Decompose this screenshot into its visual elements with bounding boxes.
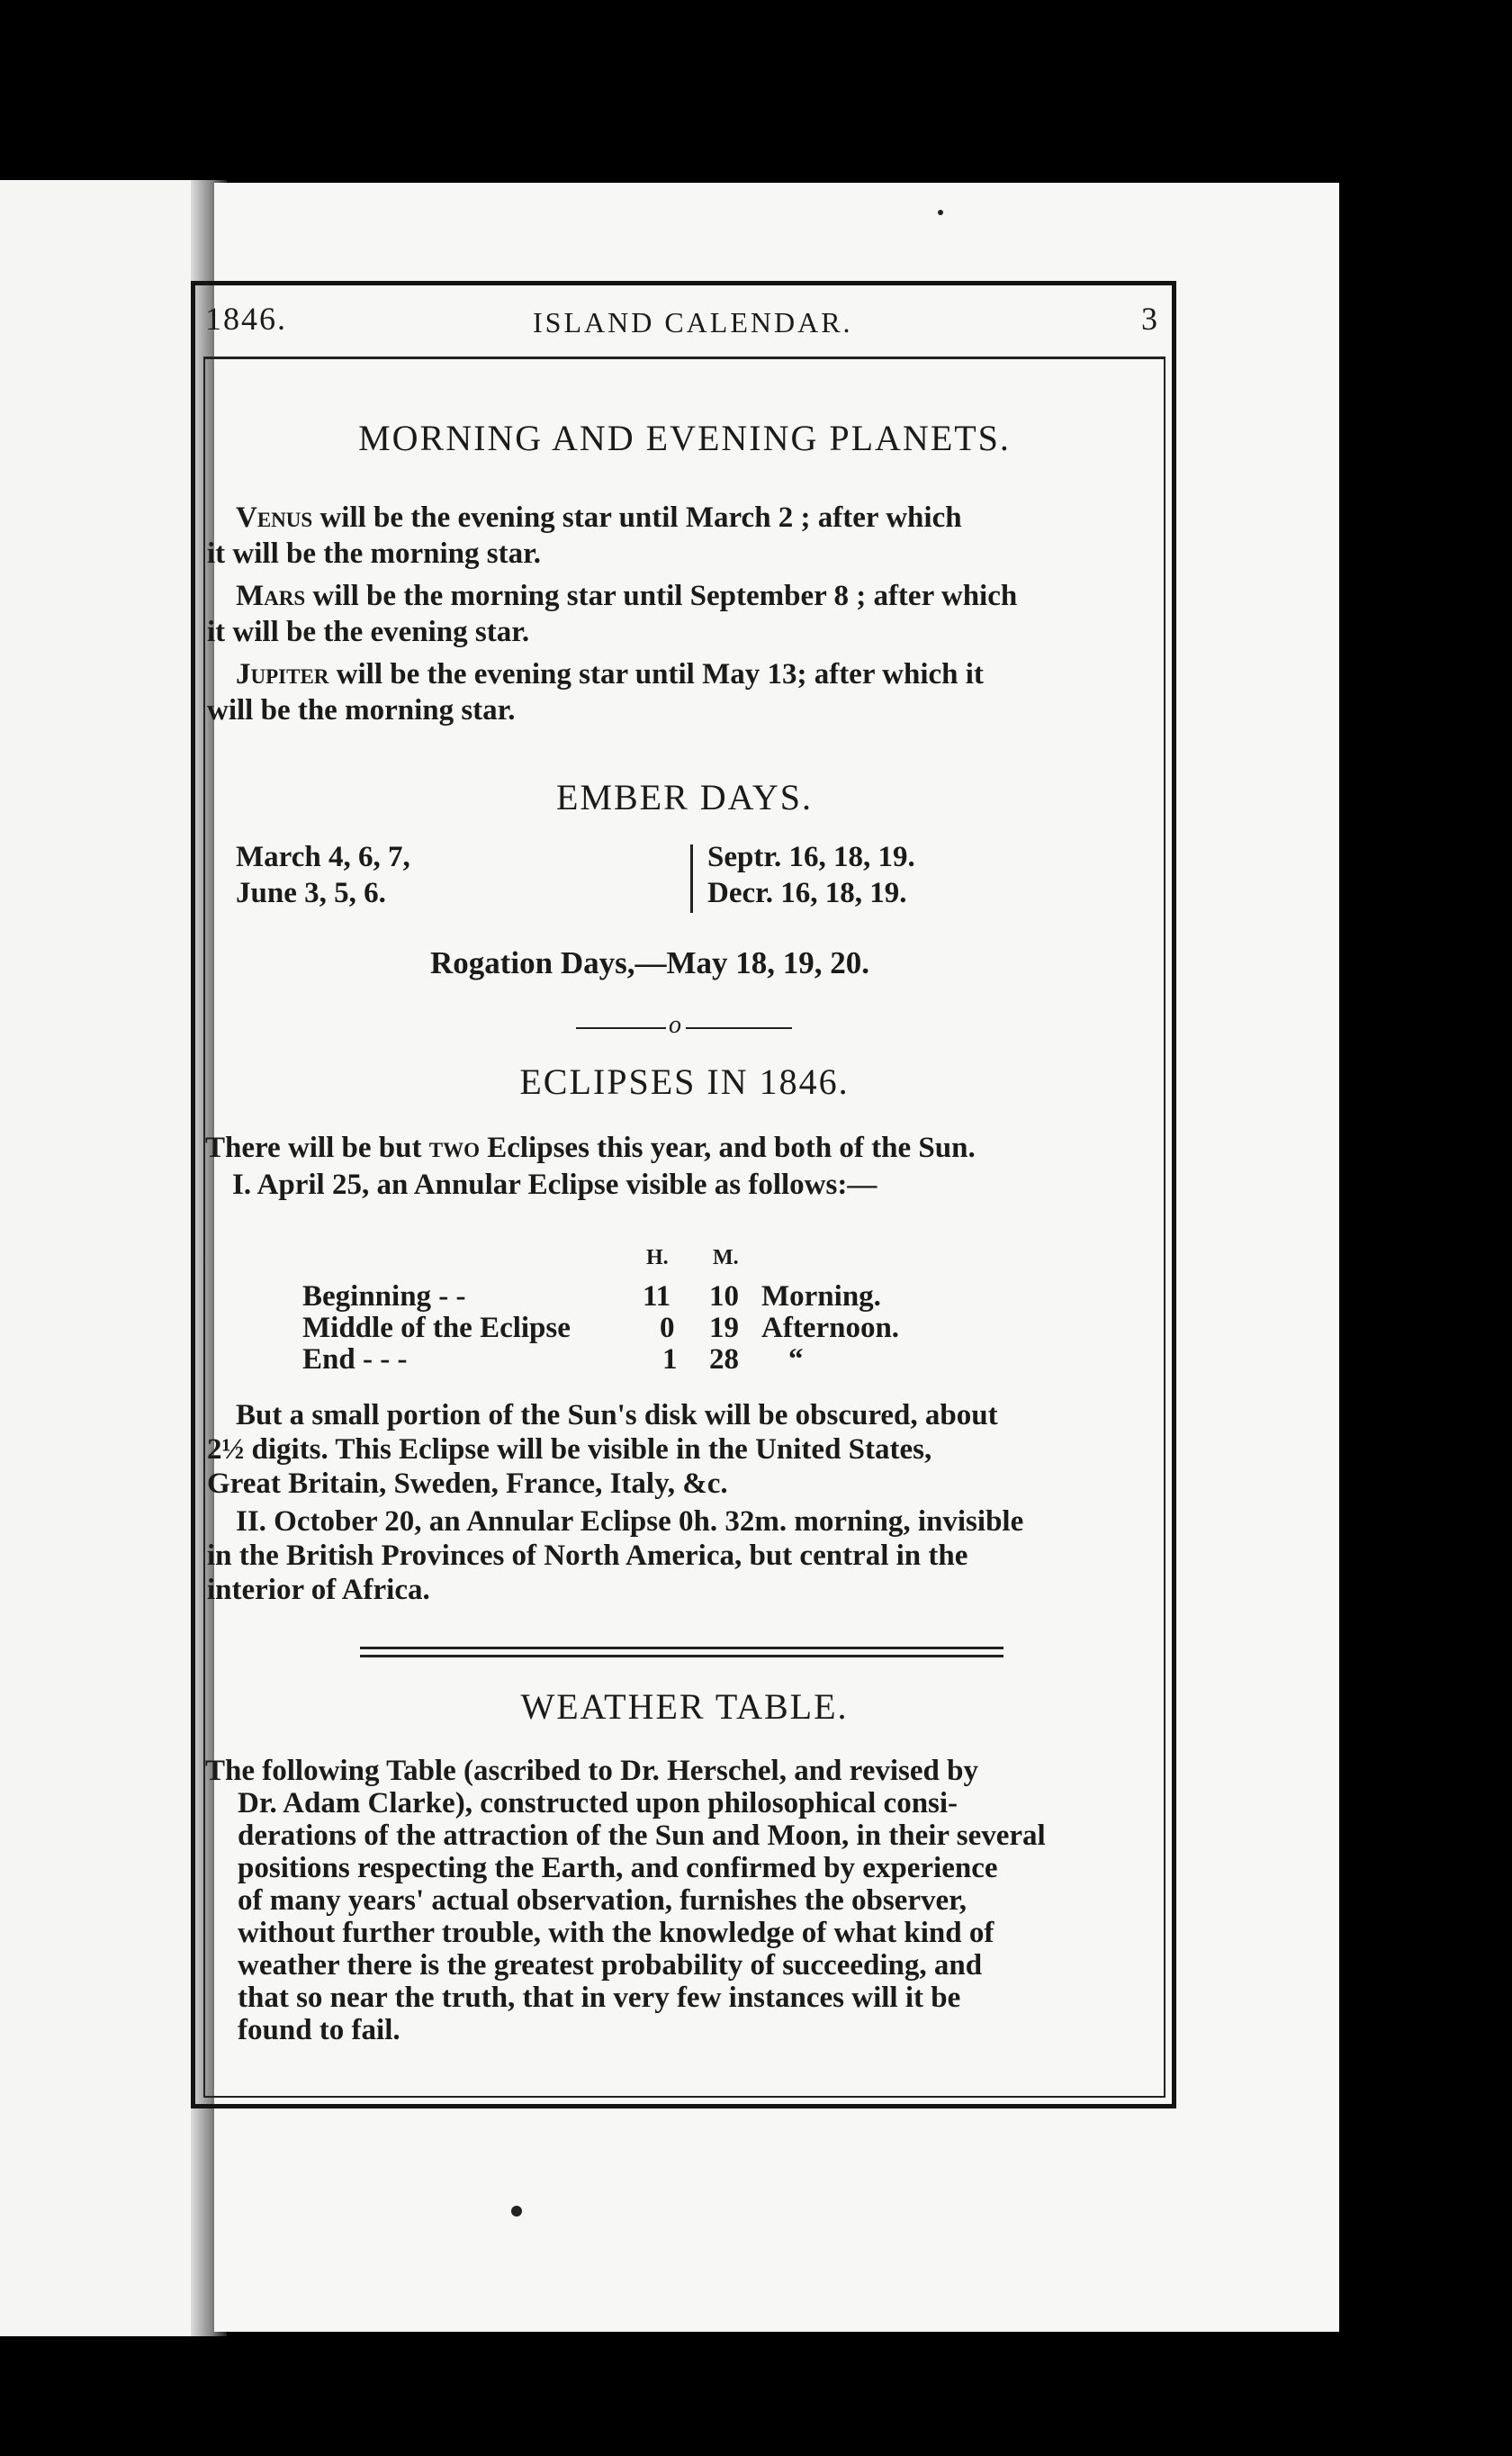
venus-cont: it will be the morning star. bbox=[207, 537, 541, 570]
running-title: ISLAND CALENDAR. bbox=[533, 306, 853, 339]
table-row-hours: 11 bbox=[643, 1280, 671, 1313]
eclipse-para2-line: in the British Provinces of North America, but central in the bbox=[207, 1540, 968, 1572]
col-header-h: H. bbox=[646, 1246, 669, 1269]
jupiter-text: will be the evening star until May 13; after which it bbox=[336, 658, 984, 691]
header-rule bbox=[203, 357, 1166, 359]
eclipse-para2-line: interior of Africa. bbox=[207, 1574, 430, 1606]
eclipses-intro-pre: There will be but bbox=[205, 1132, 422, 1164]
planets-title: MORNING AND EVENING PLANETS. bbox=[358, 418, 1011, 458]
eclipse-para2-line: II. October 20, an Annular Eclipse 0h. 32m. morning, invisible bbox=[236, 1505, 1024, 1538]
mars-text: will be the morning star until September 8 ; after which bbox=[312, 580, 1018, 612]
mars-cont: it will be the evening star. bbox=[207, 616, 530, 648]
rogation-days: Rogation Days,—May 18, 19, 20. bbox=[430, 945, 870, 980]
weather-line: of many years' actual observation, furnishes the observer, bbox=[238, 1884, 967, 1917]
small-rule-right bbox=[686, 1027, 792, 1029]
double-rule-top bbox=[360, 1647, 1004, 1649]
weather-line: Dr. Adam Clarke), constructed upon philosophical consi- bbox=[238, 1787, 958, 1819]
eclipses-title: ECLIPSES IN 1846. bbox=[519, 1061, 850, 1102]
weather-title: WEATHER TABLE. bbox=[520, 1686, 849, 1727]
small-rule-mark: o bbox=[669, 1011, 681, 1039]
ember-left-2: June 3, 5, 6. bbox=[236, 877, 386, 909]
table-row-note: Morning. bbox=[761, 1280, 881, 1313]
jupiter-line bbox=[236, 657, 984, 692]
page-year: 1846. bbox=[205, 301, 287, 337]
ember-column-divider bbox=[690, 844, 693, 913]
venus-text: will be the evening star until March 2 ; after which bbox=[320, 501, 962, 534]
double-rule-bottom bbox=[360, 1655, 1004, 1657]
eclipse-para1-line: But a small portion of the Sun's disk will be obscured, about bbox=[236, 1399, 998, 1431]
weather-line: found to fail. bbox=[238, 2014, 400, 2046]
ember-right-1: Septr. 16, 18, 19. bbox=[707, 841, 915, 873]
table-row-minutes: 28 bbox=[709, 1343, 739, 1376]
ember-right-2: Decr. 16, 18, 19. bbox=[707, 877, 907, 909]
ember-title: EMBER DAYS. bbox=[555, 777, 814, 817]
eclipse-first: I. April 25, an Annular Eclipse visible as follows:— bbox=[232, 1169, 878, 1201]
weather-line: The following Table (ascribed to Dr. Herschel, and revised by bbox=[205, 1755, 978, 1787]
eclipse-para1-line: Great Britain, Sweden, France, Italy, &c. bbox=[207, 1467, 728, 1500]
table-row-minutes: 19 bbox=[709, 1312, 739, 1344]
ember-left-1: March 4, 6, 7, bbox=[236, 841, 410, 873]
venus-line bbox=[236, 501, 962, 536]
eclipses-intro-two: two bbox=[428, 1132, 480, 1164]
page-number: 3 bbox=[1141, 301, 1159, 337]
table-row-minutes: 10 bbox=[709, 1280, 739, 1313]
table-row-note: “ bbox=[788, 1343, 804, 1376]
jupiter-name: Jupiter bbox=[236, 658, 329, 691]
small-rule-left bbox=[576, 1027, 666, 1029]
eclipse-para1-line: 2½ digits. This Eclipse will be visible in the United States, bbox=[207, 1433, 932, 1466]
table-row-label: Middle of the Eclipse bbox=[302, 1312, 571, 1344]
mars-line bbox=[236, 579, 1017, 614]
eclipses-intro bbox=[205, 1131, 976, 1166]
ink-speck bbox=[511, 2206, 522, 2217]
table-row-note: Afternoon. bbox=[761, 1312, 900, 1344]
table-row-label: End - - - bbox=[302, 1343, 408, 1376]
left-page bbox=[0, 180, 212, 2336]
table-row-hours: 0 bbox=[660, 1312, 675, 1344]
jupiter-cont: will be the morning star. bbox=[207, 694, 516, 727]
eclipses-intro-post: Eclipses this year, and both of the Sun. bbox=[487, 1132, 976, 1164]
weather-line: without further trouble, with the knowledge of what kind of bbox=[238, 1917, 994, 1949]
table-row-label: Beginning - - bbox=[302, 1280, 466, 1313]
weather-line: positions respecting the Earth, and confirmed by experience bbox=[238, 1852, 998, 1884]
table-row-hours: 1 bbox=[662, 1343, 678, 1376]
ink-speck bbox=[938, 210, 943, 215]
mars-name: Mars bbox=[236, 580, 306, 612]
weather-line: derations of the attraction of the Sun and Moon, in their several bbox=[238, 1819, 1046, 1852]
venus-name: Venus bbox=[236, 501, 313, 534]
col-header-m: M. bbox=[713, 1246, 739, 1269]
weather-line: weather there is the greatest probability of succeeding, and bbox=[238, 1949, 983, 1982]
weather-line: that so near the truth, that in very few instances will it be bbox=[238, 1982, 961, 2014]
